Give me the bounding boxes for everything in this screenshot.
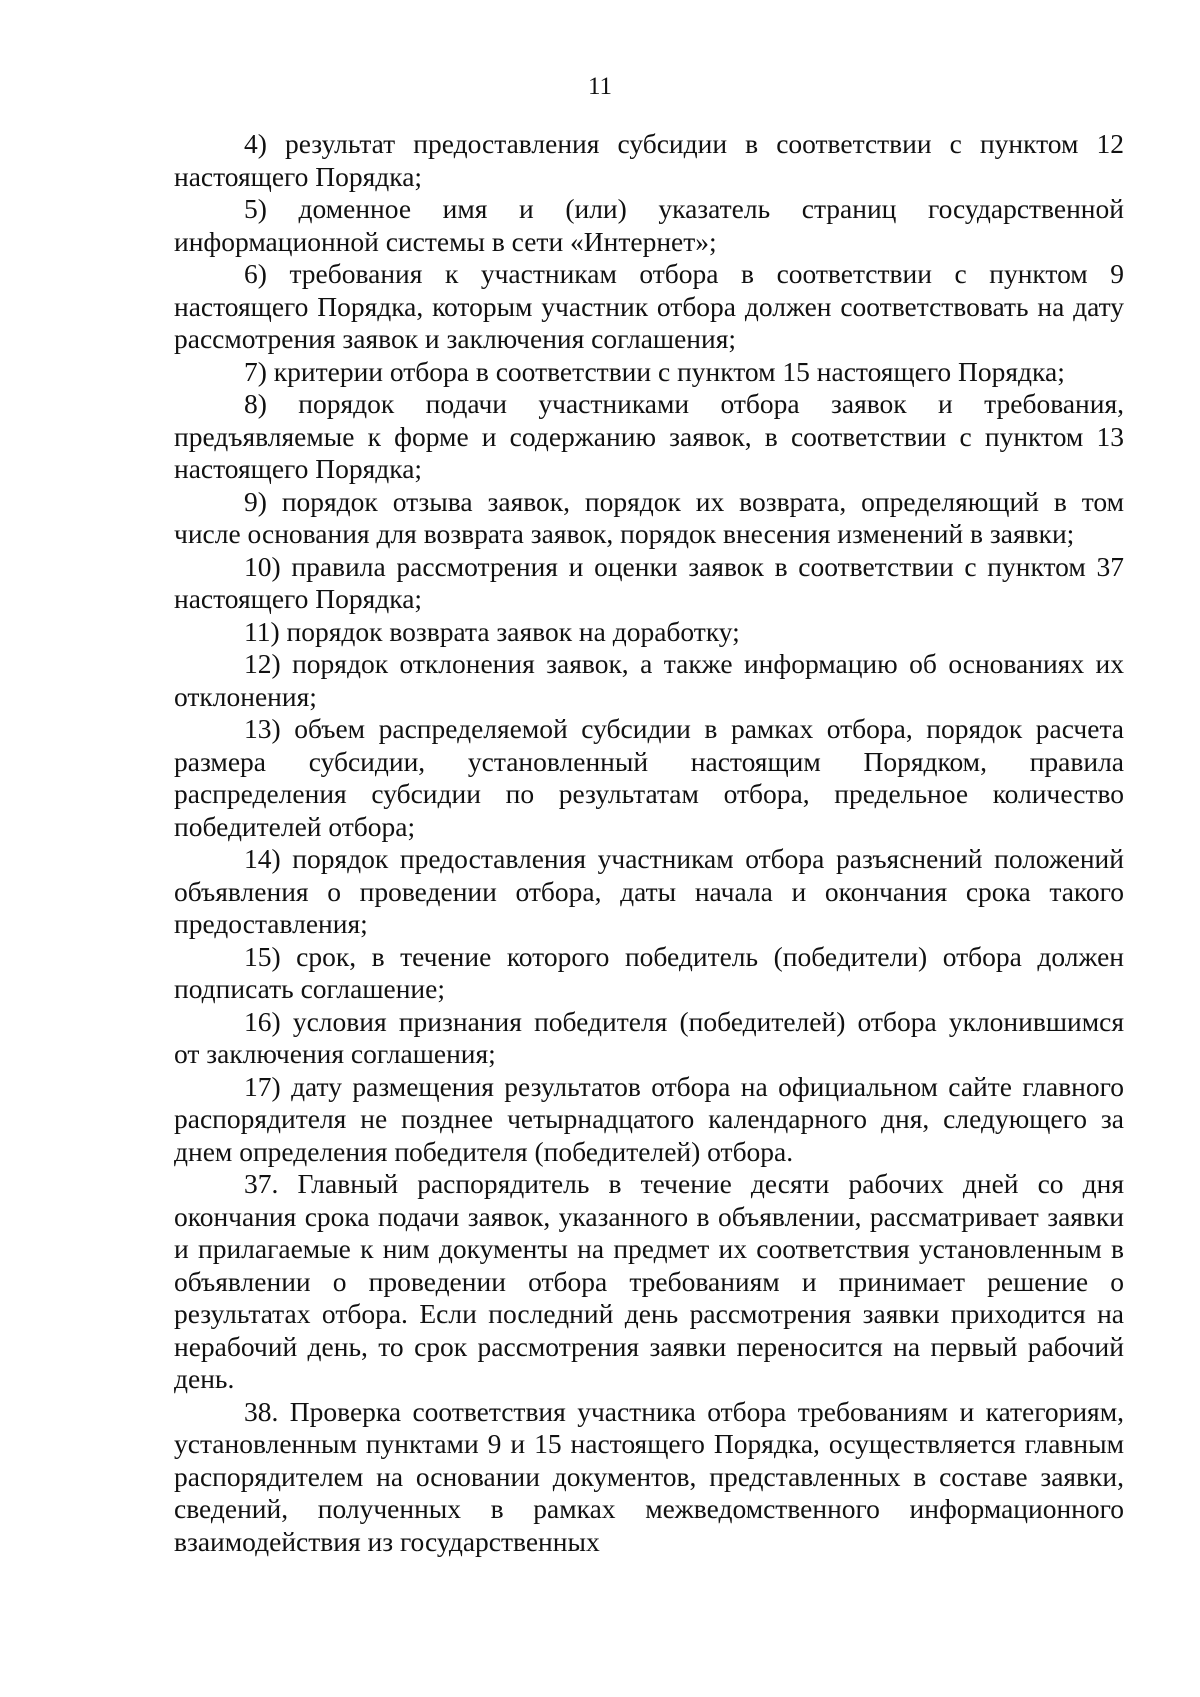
paragraph-item-11: 11) порядок возврата заявок на доработку;	[244, 615, 740, 647]
paragraph-clause-37: 37. Главный распорядитель в течение десяти рабочих дней со дня окончания срока подачи заявок, указанного в объявлении, рассматривает заявки и прилагаемые к ним документы на предмет их соответствия установленным в объявлении о проведении отбора требованиям и принимает решение о результатах отбора. Если последний день рассмотрения заявки приходится на нерабочий день, то срок рассмотрения заявки переносится на первый рабочий день.	[174, 1168, 1124, 1394]
paragraph-item-5: 5) доменное имя и (или) указатель страниц государственной информационной системы в сети «Интернет»;	[174, 193, 1124, 257]
page-number: 11	[587, 73, 613, 100]
paragraph-item-13: 13) объем распределяемой субсидии в рамках отбора, порядок расчета размера субсидии, установленный настоящим Порядком, правила распределения субсидии по результатам отбора, предельное количество победителей отбора;	[174, 713, 1124, 842]
paragraph-item-4: 4) результат предоставления субсидии в соответствии с пунктом 12 настоящего Порядка;	[174, 128, 1124, 192]
paragraph-item-14: 14) порядок предоставления участникам отбора разъяснений положений объявления о проведении отбора, даты начала и окончания срока такого предоставления;	[174, 843, 1124, 939]
paragraph-item-9: 9) порядок отзыва заявок, порядок их возврата, определяющий в том числе основания для возврата заявок, порядок внесения изменений в заявки;	[174, 485, 1124, 549]
paragraph-item-16: 16) условия признания победителя (победителей) отбора уклонившимся от заключения соглашения;	[174, 1005, 1124, 1069]
paragraph-item-12: 12) порядок отклонения заявок, а также информацию об основаниях их отклонения;	[174, 648, 1124, 712]
paragraph-item-10: 10) правила рассмотрения и оценки заявок в соответствии с пунктом 37 настоящего Порядка;	[174, 550, 1124, 614]
paragraph-item-8: 8) порядок подачи участниками отбора заявок и требования, предъявляемые к форме и содержанию заявок, в соответствии с пунктом 13 настоящего Порядка;	[174, 388, 1124, 484]
paragraph-item-15: 15) срок, в течение которого победитель (победители) отбора должен подписать соглашение;	[174, 940, 1124, 1004]
document-body	[174, 128, 1124, 1558]
paragraph-clause-38: 38. Проверка соответствия участника отбора требованиям и категориям, установленным пунктами 9 и 15 настоящего Порядка, осуществляется главным распорядителем на основании документов, представленных в составе заявки, сведений, полученных в рамках межведомственного информационного взаимодействия из государственных	[174, 1395, 1124, 1557]
paragraph-item-17: 17) дату размещения результатов отбора на официальном сайте главного распорядителя не позднее четырнадцатого календарного дня, следующего за днем определения победителя (победителей) отбора.	[174, 1070, 1124, 1167]
paragraph-item-7: 7) критерии отбора в соответствии с пунктом 15 настоящего Порядка;	[244, 355, 1065, 387]
paragraph-item-6: 6) требования к участникам отбора в соответствии с пунктом 9 настоящего Порядка, которым участник отбора должен соответствовать на дату рассмотрения заявок и заключения соглашения;	[174, 258, 1124, 354]
